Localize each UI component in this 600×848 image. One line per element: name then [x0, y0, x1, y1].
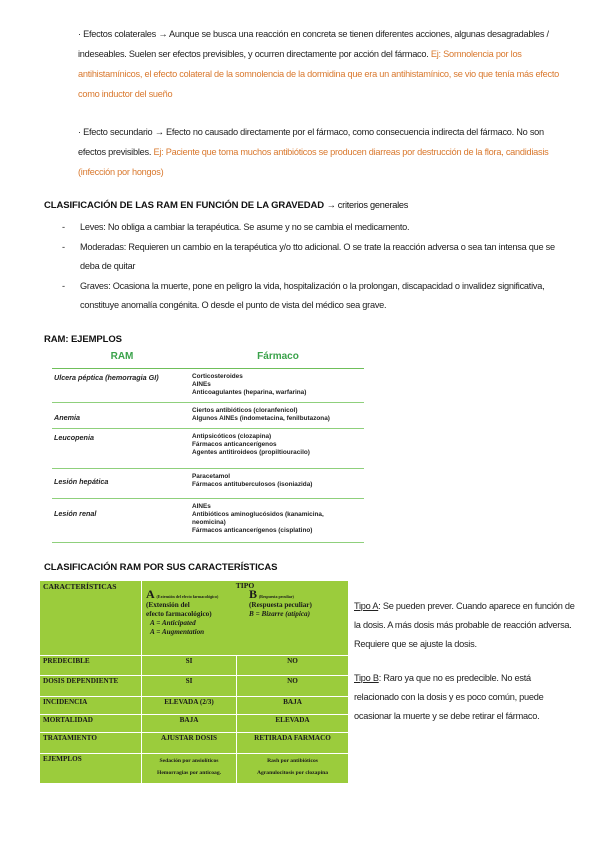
tipo-header-cell: [142, 581, 349, 656]
table-row: [52, 469, 364, 499]
tipo-a-line: A = Anticipated: [150, 619, 196, 627]
tipo-b-label: Tipo B: [354, 673, 379, 683]
efectos-colaterales-title: Efectos colaterales: [83, 29, 156, 39]
farmaco-line: Antipsicóticos (clozapina): [192, 433, 272, 440]
efectos-colaterales-example: Ej: Somnolencia por los antihistamínicos, el efecto colateral de la somnolencia de la dormidina que era un antihistamínico, se vio que tenía más efecto como inductor del sueño: [78, 49, 560, 99]
tipo-a-cell: AJUSTAR DOSIS: [142, 733, 237, 753]
efectos-colaterales-paragraph: [78, 24, 563, 104]
tipo-a-text: : Se pueden prever. Cuando aparece en función de la dosis. A más dosis más probable de reacción adversa. Requiere que se ajuste la dosis.: [354, 601, 575, 649]
row-label: TRATAMIENTO: [40, 733, 142, 753]
tipo-b-line: (Respuesta peculiar): [249, 601, 312, 609]
table-row: [40, 656, 349, 676]
farmaco-line: AINEs: [192, 503, 211, 510]
bullet-dot: ·: [78, 127, 81, 137]
column-header-ram: RAM: [110, 351, 134, 362]
table-row: [40, 714, 349, 732]
row-label: INCIDENCIA: [40, 696, 142, 714]
tipo-subheaders: [142, 587, 348, 637]
tipo-a-cell: SI: [142, 676, 237, 696]
ram-cell: Lesión hepática: [54, 477, 109, 486]
ejemplos-heading: RAM: EJEMPLOS: [44, 334, 122, 345]
tipo-a-cell: ELEVADA (2/3): [142, 696, 237, 714]
table-row: [52, 369, 364, 403]
tipo-b-text: : Raro ya que no es predecible. No está relacionado con la dosis y es poco común, puede ocasionar la muerte y se debe retirar el fármaco.: [354, 673, 544, 721]
table-row: [52, 499, 364, 543]
efecto-secundario-paragraph: [78, 122, 563, 182]
table-row: [52, 429, 364, 469]
farmaco-cell: [192, 433, 364, 465]
farmaco-line: Fármacos anticancerígenos (cisplatino): [192, 527, 313, 534]
tipo-b-cell: NO: [237, 676, 349, 696]
gravedad-arrow-note: → criterios generales: [326, 200, 409, 210]
column-header-farmaco: Fármaco: [257, 351, 299, 362]
caracteristicas-table: [39, 580, 349, 784]
farmaco-line: AINEs: [192, 381, 211, 388]
tipo-b-letter: B: [249, 587, 258, 601]
efecto-secundario-title: Efecto secundario: [83, 127, 153, 137]
tipo-a-description: [354, 597, 576, 654]
tipo-b-cell: RETIRADA FARMACO: [237, 733, 349, 753]
farmaco-line: Corticosteroides: [192, 373, 243, 380]
caracteristicas-heading: CLASIFICACIÓN RAM POR SUS CARACTERÍSTICAS: [44, 562, 278, 573]
row-label: DOSIS DEPENDIENTE: [40, 676, 142, 696]
efecto-secundario-example: Ej: Paciente que toma muchos antibióticos se producen diarreas por destrucción de la flora, candidiasis (infección por hongos): [78, 147, 549, 177]
ejemplo-line: Agranulocitosis por clozapina: [256, 769, 329, 776]
farmaco-line: Fármacos anticancerígenos: [192, 441, 277, 448]
table-row: [52, 403, 364, 429]
row-label: MORTALIDAD: [40, 714, 142, 732]
ram-cell: Leucopenia: [54, 433, 94, 442]
list-item: - Graves: Ocasiona la muerte, pone en peligro la vida, hospitalización o la prolongan, discapacidad o invalidez significativa, constituye anomalía congénita. O desde el punto de vista del médico sea grave.: [60, 277, 560, 315]
farmaco-line: Paracetamol: [192, 473, 231, 480]
tipo-b-cell: BAJA: [237, 696, 349, 714]
efecto-secundario-text: Efecto no causado directamente por el fármaco, como consecuencia indirecta del fármaco. No son efectos previsibles.: [78, 127, 544, 157]
tipo-b-description: [354, 669, 576, 726]
tipo-b-header: [245, 587, 348, 637]
ram-examples-table: [52, 348, 364, 543]
ejemplo-line: Hemorragias por anticoag.: [156, 769, 222, 776]
arrow-icon: →: [158, 29, 168, 39]
farmaco-line: neomicina): [192, 519, 226, 526]
efectos-colaterales-text: Aunque se busca una reacción en concreta se tienen diferentes acciones, algunas desagradables / indeseables. Suelen ser efectos previsibles, y ocurren directamente por acción del fármaco.: [78, 29, 549, 59]
tipo-a-cell: BAJA: [142, 714, 237, 732]
tipo-a-cell: SI: [142, 656, 237, 676]
tipo-b-line: B = Bizarre (atípica): [249, 610, 310, 618]
farmaco-cell: [192, 473, 364, 495]
ram-cell: Anemia: [54, 413, 80, 422]
tipo-b-small: (Respuesta peculiar): [258, 594, 294, 599]
tipo-a-header: [142, 587, 245, 637]
tipo-a-letter: A: [146, 587, 155, 601]
gravedad-heading-text: CLASIFICACIÓN DE LAS RAM EN FUNCIÓN DE LA GRAVEDAD: [44, 200, 325, 211]
farmaco-line: Algunos AINEs (indometacina, fenilbutazona): [192, 415, 330, 422]
farmaco-line: Agentes antitiroideos (propiltiouracilo): [192, 449, 310, 456]
table-row: [40, 753, 349, 783]
column-header-caracteristicas: CARACTERÍSTICAS: [40, 581, 142, 656]
tipo-a-line: efecto farmacológico): [146, 610, 212, 618]
gravedad-list: [60, 218, 560, 316]
row-label: EJEMPLOS: [40, 753, 142, 783]
ejemplo-line: Sedación por ansiolíticos: [159, 757, 219, 764]
row-label: PREDECIBLE: [40, 656, 142, 676]
list-item: - Leves: No obliga a cambiar la terapéutica. Se asume y no se cambia el medicamento.: [60, 218, 560, 237]
bullet-dot: ·: [78, 29, 81, 39]
tipo-b-cell: NO: [237, 656, 349, 676]
gravedad-heading: [44, 200, 408, 211]
tipo-a-small: (Extensión del efecto farmacológico): [156, 594, 219, 599]
farmaco-line: Antibióticos aminoglucósidos (kanamicina,: [192, 511, 324, 518]
farmaco-line: Anticoagulantes (heparina, warfarina): [192, 389, 307, 396]
ram-cell: Ulcera péptica (hemorragia GI): [54, 373, 159, 382]
tipo-a-line: A = Augmentation: [150, 628, 205, 636]
tipo-a-cell: [142, 753, 237, 783]
table-row: [40, 696, 349, 714]
farmaco-cell: [192, 503, 364, 539]
table-header: [52, 348, 364, 369]
table-row: [40, 581, 349, 656]
ram-cell: Lesión renal: [54, 509, 97, 518]
list-item: - Moderadas: Requieren un cambio en la terapéutica y/o tto adicional. O se trate la reacción adversa o sea tan intensa que se deba de quitar: [60, 238, 560, 276]
column-header-tipo: TIPO: [235, 581, 255, 590]
table-row: [40, 733, 349, 753]
table-row: [40, 676, 349, 696]
tipo-b-cell: ELEVADA: [237, 714, 349, 732]
farmaco-line: Ciertos antibióticos (cloranfenicol): [192, 407, 298, 414]
arrow-icon: →: [154, 127, 164, 137]
tipo-a-line: (Extensión del: [146, 601, 190, 609]
tipo-b-cell: [237, 753, 349, 783]
farmaco-cell: [192, 407, 364, 425]
farmaco-line: Fármacos antituberculosos (isoniazida): [192, 481, 313, 488]
tipo-a-label: Tipo A: [354, 601, 379, 611]
ejemplo-line: Rash por antibióticos: [267, 757, 318, 764]
farmaco-cell: [192, 373, 364, 399]
